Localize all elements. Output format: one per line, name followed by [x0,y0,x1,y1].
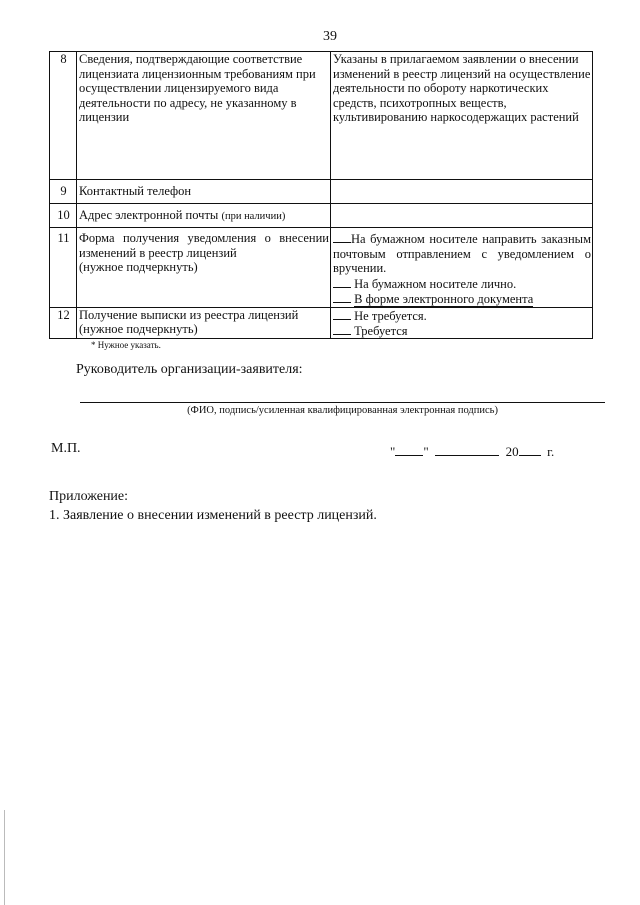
option-electronic[interactable] [333,291,591,307]
row-number: 10 [50,204,77,228]
row-label-cell [77,307,331,338]
row-label-cell [77,228,331,308]
appendix-item: 1. Заявление о внесении изменений в реестр лицензий. [49,508,377,523]
table-row [50,52,593,180]
appendix-title: Приложение: [49,489,129,504]
email-field[interactable] [331,204,593,228]
date-day-blank[interactable] [395,443,423,456]
row-number: 12 [50,307,77,338]
option-text: В форме электронного документа [354,292,534,306]
signature-caption: (ФИО, подпись/усиленная квалифицированная электронная подпись) [187,405,498,416]
row-label: Адрес электронной почты [79,208,219,222]
table-row [50,180,593,204]
option-text: На бумажном носителе направить заказным почтовым отправлением с уведомлением о вручении. [333,232,591,275]
option-text: На бумажном носителе лично. [354,276,517,291]
row-label-line: Форма получения уведомления о внесении [79,231,329,245]
option-in-person[interactable] [333,276,591,292]
contact-phone-field[interactable] [331,180,593,204]
extract-options [331,307,593,338]
option-mail[interactable] [333,231,591,276]
date-month-blank[interactable] [435,443,499,456]
scan-edge-mark [4,810,5,905]
table-row [50,204,593,228]
footnote: * Нужное указать. [91,340,161,350]
row-label-note: (нужное подчеркнуть) [79,322,198,336]
date-year-blank[interactable] [519,443,541,456]
option-underline [333,276,351,288]
option-underline [333,323,351,335]
row-number: 9 [50,180,77,204]
option-underline [333,231,351,243]
row-label-line: изменений в реестр лицензий [79,245,237,260]
option-underline [333,308,351,320]
option-required[interactable] [333,323,591,338]
application-table [49,51,593,339]
stamp-label: М.П. [51,441,81,456]
date-year-prefix: 20 [505,444,519,459]
row-label-note: (при наличии) [221,211,286,222]
table-row [50,307,593,338]
date-year-suffix: г. [547,444,555,459]
option-underline [333,291,351,303]
signature-line[interactable] [80,402,605,403]
date-field[interactable]: " " 20 г. [390,444,555,459]
option-not-required[interactable] [333,308,591,323]
notification-options [331,228,593,308]
table-row [50,228,593,308]
row-label-cell [77,204,331,228]
row-label-line: Получение выписки из реестра лицензий [79,307,299,322]
option-text: Требуется [354,323,408,338]
page-number: 39 [323,29,337,44]
row-label: Контактный телефон [77,180,331,204]
head-label: Руководитель организации-заявителя: [76,362,303,377]
row-number: 11 [50,228,77,308]
row-label: Сведения, подтверждающие соответствие лицензиата лицензионным требованиям при осуществлении лицензируемого вида деятельности по адресу, не указанному в лицензии [77,52,331,180]
option-text: Не требуется. [354,308,427,323]
row-number: 8 [50,52,77,180]
row-value: Указаны в прилагаемом заявлении о внесении изменений в реестр лицензий на осуществление деятельности по обороту наркотических средств, психотропных веществ, культивированию наркосодержащих растений [331,52,593,180]
row-label-note: (нужное подчеркнуть) [79,260,198,274]
